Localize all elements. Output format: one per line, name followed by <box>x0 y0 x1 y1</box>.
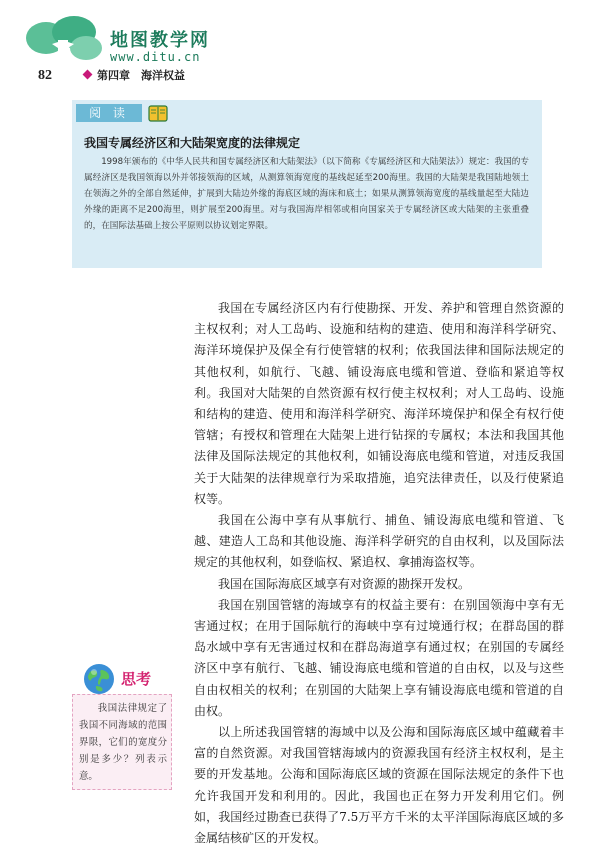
main-text <box>194 298 564 849</box>
main-paragraph: 以上所述我国管辖的海域中以及公海和国际海底区域中蕴藏着丰富的自然资源。对我国管辖海域内的资源我国有经济主权权利，是主要的开发基地。公海和国际海底区域的资源在国际法规定的条件下也允许我国开发和利用的。因此，我国也正在努力开发利用它们。例如，我国经过勘查已获得了7.5万平方千米的太平洋国际海底区域的多金属结核矿区的开发权。 <box>194 725 564 846</box>
think-box <box>72 694 172 790</box>
reading-paragraph <box>84 154 529 234</box>
page-number: 82 <box>38 68 52 83</box>
main-paragraph: 我国在公海中享有从事航行、捕鱼、铺设海底电缆和管道、飞越、建造人工岛和其他设施、海洋科学研究的自由权利，以及国际法规定的其他权利，如登临权、紧追权、拿捕海盗权等。 <box>194 513 564 570</box>
main-paragraph: 我国在别国管辖的海域享有的权益主要有：在别国领海中享有无害通过权；在用于国际航行的海峡中享有过境通行权；在群岛国的群岛水域中享有无害通过权和在群岛海道享有通过权；在别国的专属经济区中享有航行、飞越、铺设海底电缆和管道的自由权，以及与这些自由权相关的权利；在别国的大陆架上享有铺设海底电缆和管道的自由权。 <box>194 597 564 718</box>
think-title: 思考 <box>121 670 152 688</box>
open-book-icon <box>148 102 168 124</box>
think-text <box>79 700 167 785</box>
reading-label: 阅 读 <box>76 104 142 122</box>
tree-logo-icon <box>22 14 104 76</box>
think-question: 我国法律规定了我国不同海域的范围界限，它们的宽度分别是多少？列表示意。 <box>79 703 167 782</box>
main-paragraph: 我国在专属经济区内有行使勘探、开发、养护和管理自然资源的主权权利；对人工岛屿、设施和结构的建造、使用和海洋科学研究、海洋环境保护及保全有行使管辖的权利；依我国法律和国际法规定的其他权利，如航行、飞越、铺设海底电缆和管道、登临和紧追等权利。我国对大陆架的自然资源有权行使主权权利；对人工岛屿、设施和结构的建造、使用和海洋科学研究、海洋环境保护和保全有权行使管辖；有授权和管理在大陆架上进行钻探的专属权；本法和我国其他法律及国际法规定的其他权利，如铺设海底电缆和管道，对违反我国关于大陆架的法律规章行为采取措施，追究法律责任，以及行使紧追权等。 <box>194 301 564 506</box>
main-paragraph: 我国在国际海底区域享有对资源的勘探开发权。 <box>218 576 471 591</box>
reading-paragraph-text: 1998年颁布的《中华人民共和国专属经济区和大陆架法》（以下简称《专属经济区和大陆架法》）规定：我国的专属经济区是我国领海以外并邻接领海的区域，从测算领海宽度的基线起延至200海里。我国的大陆架是我国陆地领土在领海之外的全部自然延伸，扩展到大陆边外缘的海底区域的海床和底土；如果从测算领海宽度的基线量起至大陆边外缘的距离不足200海里，则扩展至200海里。对与我国海岸相邻或相向国家关于专属经济区或大陆架的主张重叠的，在国际法基础上按公平原则以协议划定界限。 <box>84 157 529 231</box>
logo-title: 地图教学网 <box>110 30 210 51</box>
reading-box <box>72 100 542 268</box>
reading-title: 我国专属经济区和大陆架宽度的法律规定 <box>84 136 301 150</box>
chapter-title: 第四章 海洋权益 <box>97 69 185 82</box>
logo-url: www.ditu.cn <box>110 50 201 64</box>
globe-icon <box>82 662 116 696</box>
